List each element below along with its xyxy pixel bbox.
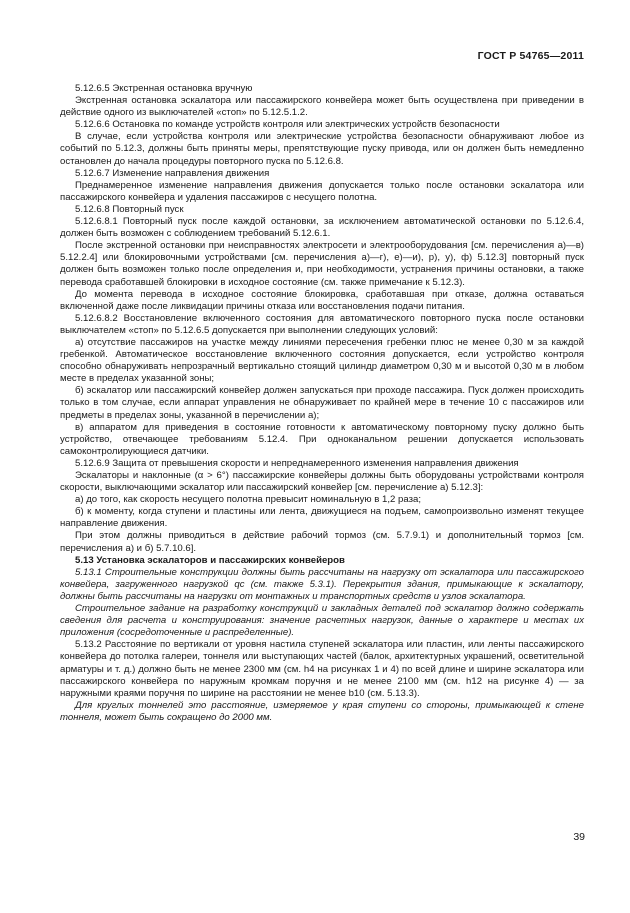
paragraph: 5.12.6.5 Экстренная остановка вручную xyxy=(75,83,253,94)
paragraph: б) к моменту, когда ступени и пластины или лента, движущиеся на подъем, самопроизвольно изменят текущее направление движения. xyxy=(60,506,584,530)
paragraph: После экстренной остановки при неисправностях электросети и электрооборудования [см. перечисления а)—в) 5.12.2.4] или блокировочными устройствами [см. перечисления а)—г), е)—и), р), у), ф) 5.12.3] повторный пуск должен быть возможен только после определения и, при необходимости, устранения причины остановки, а также перевода сработавшей блокировки в исходное состояние (см. также примечание к 5.12.3). xyxy=(60,240,584,288)
standard-header: ГОСТ Р 54765—2011 xyxy=(477,50,584,62)
page-number: 39 xyxy=(573,831,585,843)
paragraph: а) до того, как скорость несущего полотна превысит номинальную в 1,2 раза; xyxy=(75,494,421,506)
paragraph: 5.12.6.8.2 Восстановление включенного состояния для автоматического повторного пуска после остановки выключателем «стоп» по 5.12.6.5 допускается при выполнении следующих условий: xyxy=(60,312,584,336)
paragraph: В случае, если устройства контроля или электрические устройства безопасности обнаруживают любое из событий по 5.12.3, должны быть приняты меры, препятствующие пуску привода, или он должен быть немедленно остановлен до начала процедуры повторного пуска по 5.12.6.8. xyxy=(60,131,584,167)
paragraph: При этом должны приводиться в действие рабочий тормоз (см. 5.7.9.1) и дополнительный тормоз [см. перечисления а) и б) 5.7.10.6]. xyxy=(60,530,584,554)
document-body xyxy=(60,83,584,724)
paragraph: б) эскалатор или пассажирский конвейер должен запускаться при проходе пассажира. Пуск должен происходить только в том случае, если аппарат управления не обнаруживает по крайней мере в течение 10 с пассажиров или предметы в пределах зоны, указанной в перечислении а); xyxy=(60,385,584,421)
paragraph: 5.12.6.6 Остановка по команде устройств контроля или электрических устройств безопасности xyxy=(75,119,500,131)
paragraph: а) отсутствие пассажиров на участке между линиями пересечения гребенки плюс не менее 0,30 м за каждой гребенкой. Автоматическое восстановление включенного состояния допускается, если устройство контроля способно обнаруживать непрозрачный вертикально стоящий цилиндр диаметром 0,30 м и высотой 0,30 м в любом месте в пределах указанной зоны; xyxy=(60,336,584,385)
paragraph: Строительное задание на разработку конструкций и закладных деталей под эскалатор должно содержать сведения для расчета и конструирования: значение расчетных нагрузок, данные о характере и местах их приложения (сосредоточенные и распределенные). xyxy=(60,603,584,639)
paragraph: 5.13.2 Расстояние по вертикали от уровня настила ступеней эскалатора или пластин, или ленты пассажирского конвейера до потолка галереи, тоннеля или выступающих частей (балок, архитектурных украшений, осветительной арматуры и т. д.) должно быть не менее 2300 мм (см. h4 на рисунках 1 и 4) по всей длине и ширине эскалатора или пассажирского конвейера по наружным кромкам поручня и не менее 2100 мм (см. h12 на рисунке 4) — за наружными краями поручня по ширине на расстоянии не менее b10 (см. 5.13.3). xyxy=(60,639,584,699)
paragraph: 5.12.6.8.1 Повторный пуск после каждой остановки, за исключением автоматической остановки по 5.12.6.4, должен быть возможен с соблюдением требований 5.12.6.1. xyxy=(60,216,584,240)
paragraph: 5.12.6.7 Изменение направления движения xyxy=(75,167,270,179)
paragraph: Экстренная остановка эскалатора или пассажирского конвейера может быть осуществлена при приведении в действие одного из выключателей «стоп» по 5.12.5.1.2. xyxy=(60,95,584,119)
paragraph: 5.12.6.8 Повторный пуск xyxy=(75,203,184,215)
paragraph: в) аппаратом для приведения в состояние готовности к автоматическому повторному пуску должно быть устройство, отвечающее требованиям 5.12.4. При одноканальном решении допускается использовать самоконтролирующиеся датчики. xyxy=(60,421,584,457)
paragraph: Эскалаторы и наклонные (α > 6°) пассажирские конвейеры должны быть оборудованы устройствами контроля скорости, выключающими эскалатор или пассажирский конвейер [см. перечисление а) 5.12.3]: xyxy=(60,470,584,494)
paragraph: Для круглых тоннелей это расстояние, измеряемое у края ступени со стороны, примыкающей к стене тоннеля, может быть сокращено до 2000 мм. xyxy=(60,699,584,723)
paragraph: Преднамеренное изменение направления движения допускается только после остановки эскалатора или пассажирского конвейера и удаления пассажиров с несущего полотна. xyxy=(60,179,584,203)
paragraph: 5.13.1 Строительные конструкции должны быть рассчитаны на нагрузку от эскалатора или пассажирского конвейера, загруженного нагрузкой qc (см. также 5.3.1). Перекрытия здания, примыкающие к эскалатору, должны быть рассчитаны на нагрузки от монтажных и транспортных средств и узлов эскалатора. xyxy=(60,566,584,602)
paragraph: 5.12.6.9 Защита от превышения скорости и непреднамеренного изменения направления движения xyxy=(75,457,519,469)
paragraph: До момента перевода в исходное состояние блокировка, сработавшая при отказе, должна оставаться включенной даже после ликвидации причины отказа или восстановления подачи питания. xyxy=(60,288,584,312)
section-heading: 5.13 Установка эскалаторов и пассажирских конвейеров xyxy=(75,554,345,566)
